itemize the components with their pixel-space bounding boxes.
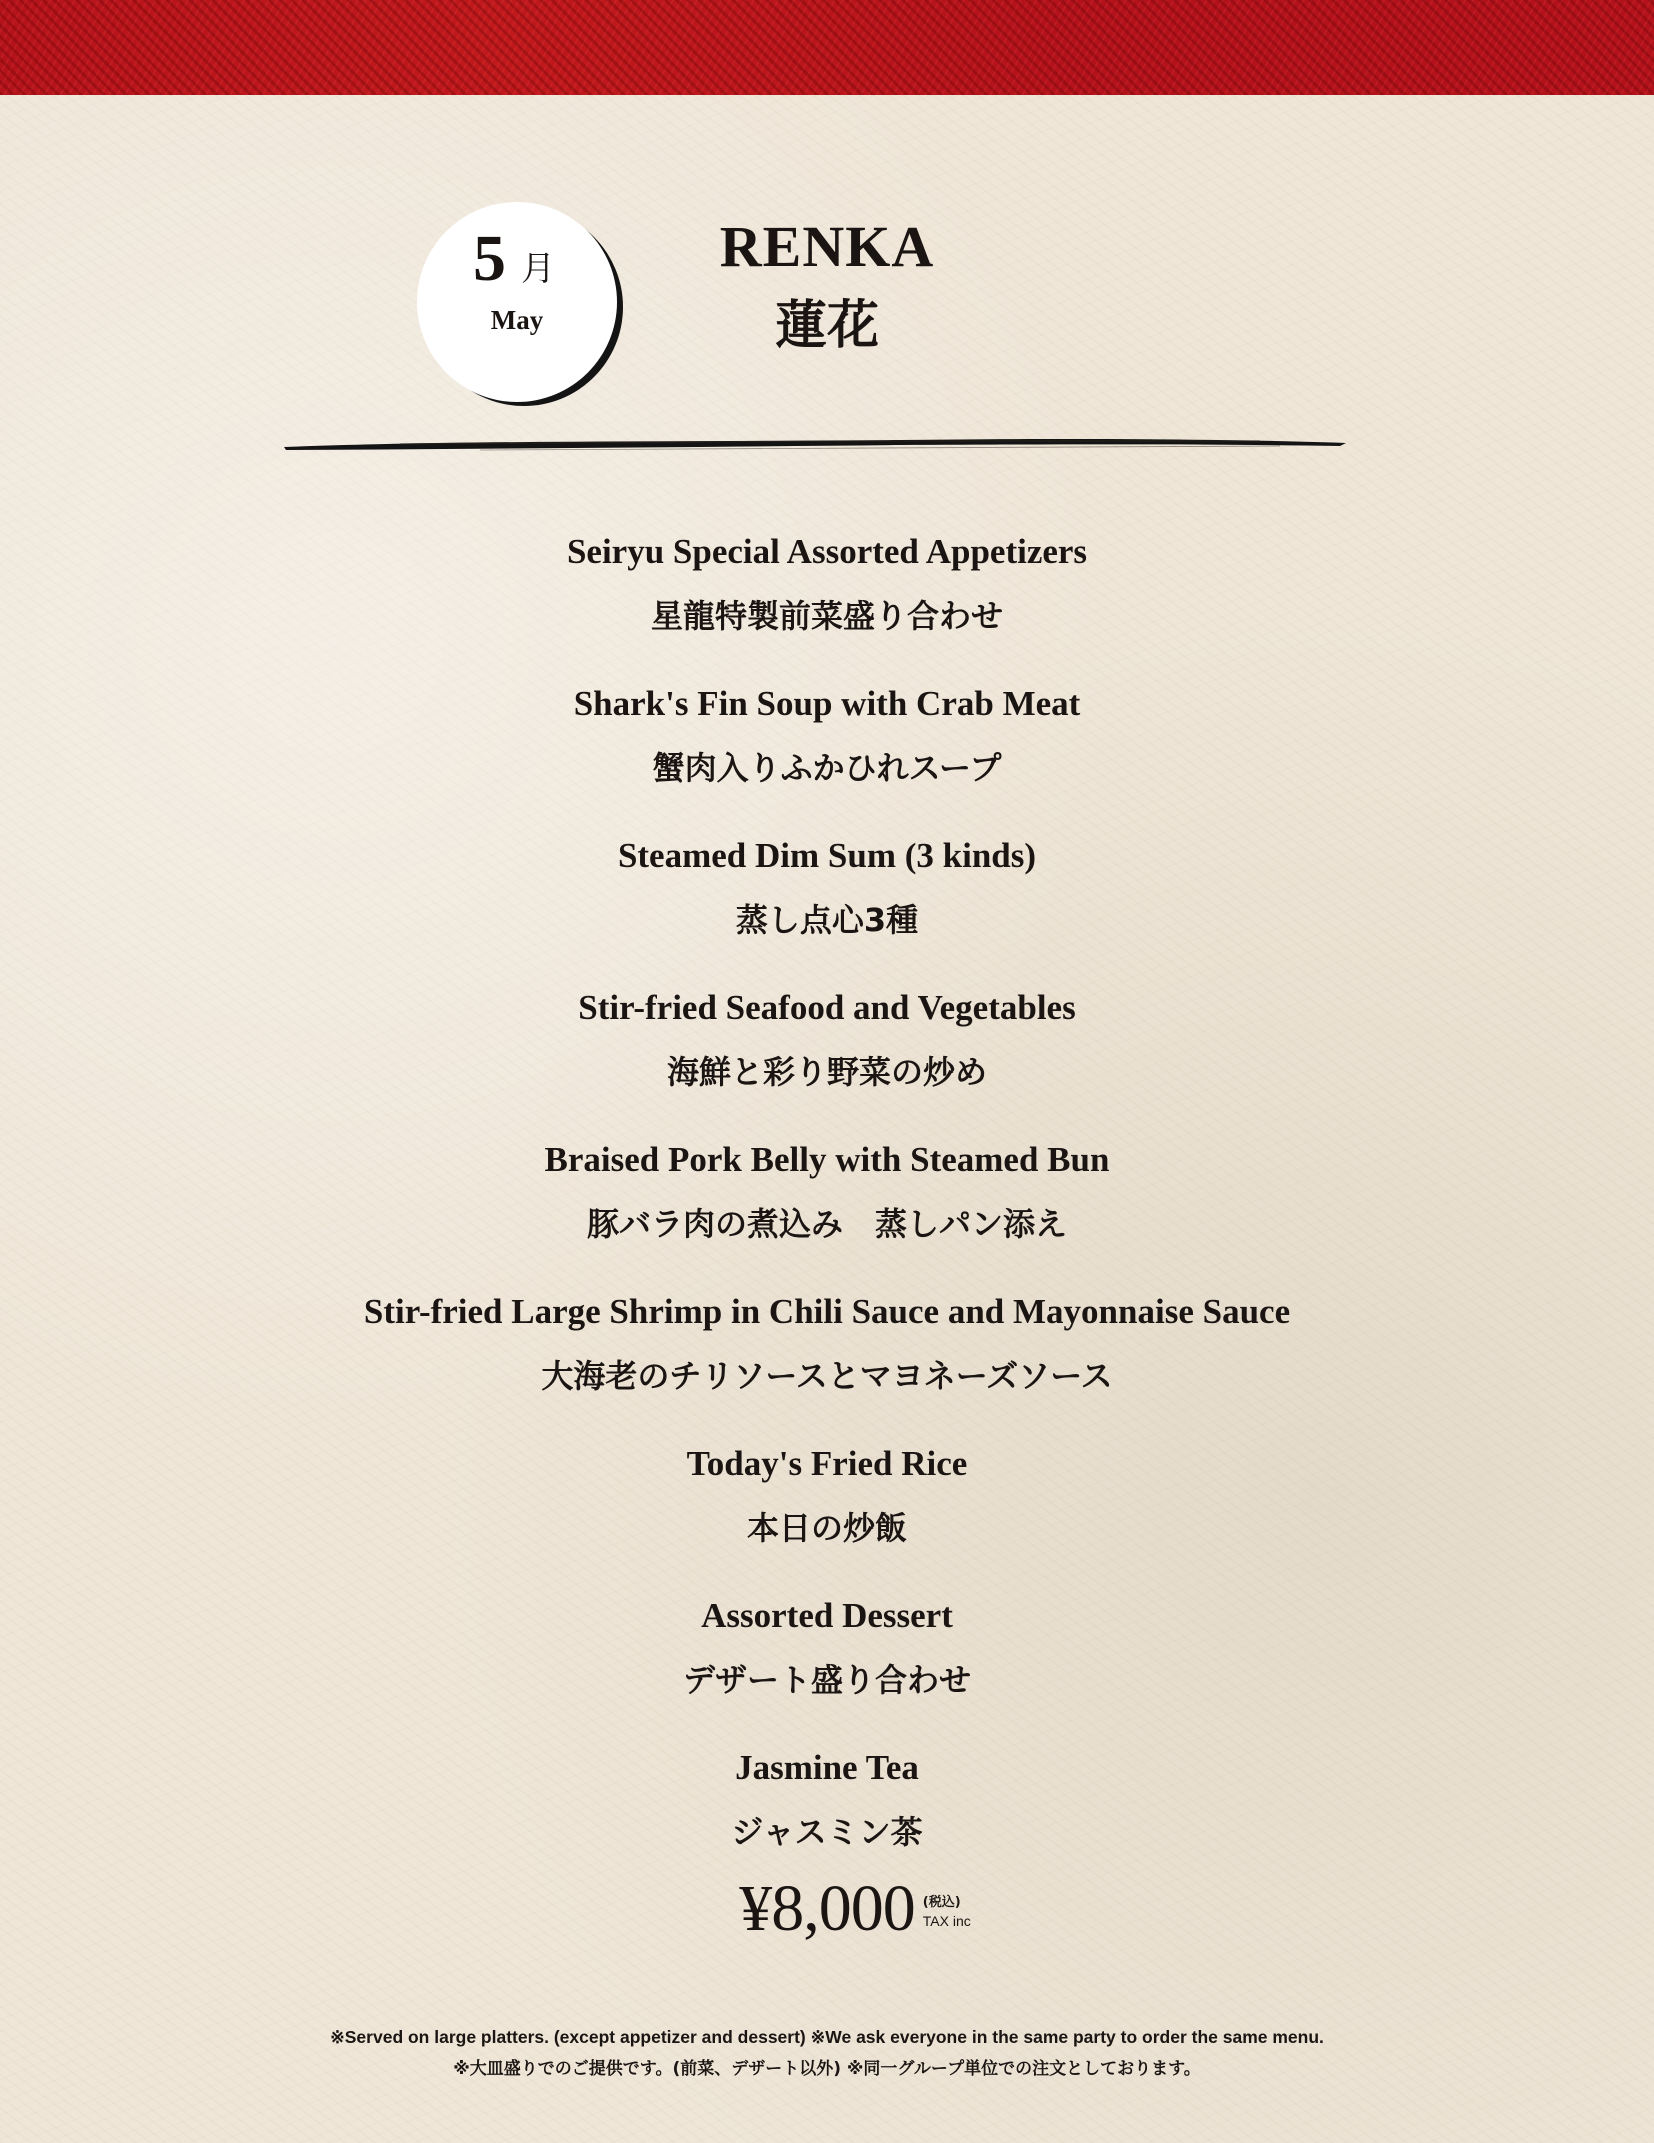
- month-badge: [417, 202, 617, 402]
- month-english: May: [490, 305, 544, 335]
- menu-item: [0, 532, 1654, 676]
- course-menu-list: [0, 524, 1654, 1892]
- menu-item: [0, 988, 1654, 1132]
- course-title-jp: 蓮花: [774, 296, 879, 356]
- menu-item: [0, 1292, 1654, 1436]
- month-kanji: 月: [521, 249, 555, 289]
- course-title-en: RENKA: [719, 214, 935, 279]
- dish-name-en: Assorted Dessert: [701, 1596, 953, 1635]
- menu-item: [0, 1140, 1654, 1284]
- dish-name-jp: 海鮮と彩り野菜の炒め: [666, 1053, 987, 1091]
- dish-name-jp: 大海老のチリソースとマヨネーズソース: [541, 1357, 1113, 1395]
- brush-stroke-divider: [280, 430, 1350, 460]
- month-number: 5: [473, 222, 506, 295]
- menu-item: [0, 1748, 1654, 1892]
- tax-included-en: TAX inc: [922, 1913, 971, 1929]
- dish-name-jp: ジャスミン茶: [731, 1813, 923, 1851]
- dish-name-jp: デザート盛り合わせ: [682, 1661, 971, 1699]
- course-price: ¥8,000: [739, 1872, 915, 1945]
- menu-item: [0, 1596, 1654, 1740]
- dish-name-en: Shark's Fin Soup with Crab Meat: [573, 684, 1081, 723]
- menu-item: [0, 1444, 1654, 1588]
- dish-name-en: Braised Pork Belly with Steamed Bun: [544, 1140, 1110, 1179]
- tax-note: [923, 1894, 971, 1930]
- dish-name-jp: 蟹肉入りふかひれスープ: [652, 749, 1002, 787]
- menu-item: [0, 836, 1654, 980]
- dish-name-en: Stir-fried Seafood and Vegetables: [578, 988, 1076, 1027]
- dish-name-jp: 蒸し点心3種: [735, 901, 919, 939]
- footnote-jp: ※大皿盛りでのご提供です。(前菜、デザート以外) ※同一グループ単位での注文としております。: [453, 2059, 1201, 2079]
- footnote-en: ※Served on large platters. (except appetizer and dessert) ※We ask everyone in the same party to order the same menu.: [330, 2027, 1324, 2047]
- footnotes: [0, 2023, 1654, 2083]
- dish-name-en: Seiryu Special Assorted Appetizers: [566, 532, 1088, 571]
- dish-name-en: Today's Fried Rice: [686, 1444, 968, 1483]
- red-texture-band: [0, 0, 1654, 95]
- dish-name-jp: 豚バラ肉の煮込み 蒸しパン添え: [586, 1205, 1067, 1243]
- dish-name-en: Stir-fried Large Shrimp in Chili Sauce and Mayonnaise Sauce: [363, 1292, 1291, 1331]
- dish-name-en: Steamed Dim Sum (3 kinds): [617, 836, 1037, 875]
- tax-included-jp: (税込): [922, 1895, 961, 1910]
- dish-name-en: Jasmine Tea: [735, 1748, 919, 1787]
- price-block: [0, 1872, 1654, 1945]
- dish-name-jp: 本日の炒飯: [746, 1509, 907, 1547]
- menu-item: [0, 684, 1654, 828]
- dish-name-jp: 星龍特製前菜盛り合わせ: [650, 597, 1003, 635]
